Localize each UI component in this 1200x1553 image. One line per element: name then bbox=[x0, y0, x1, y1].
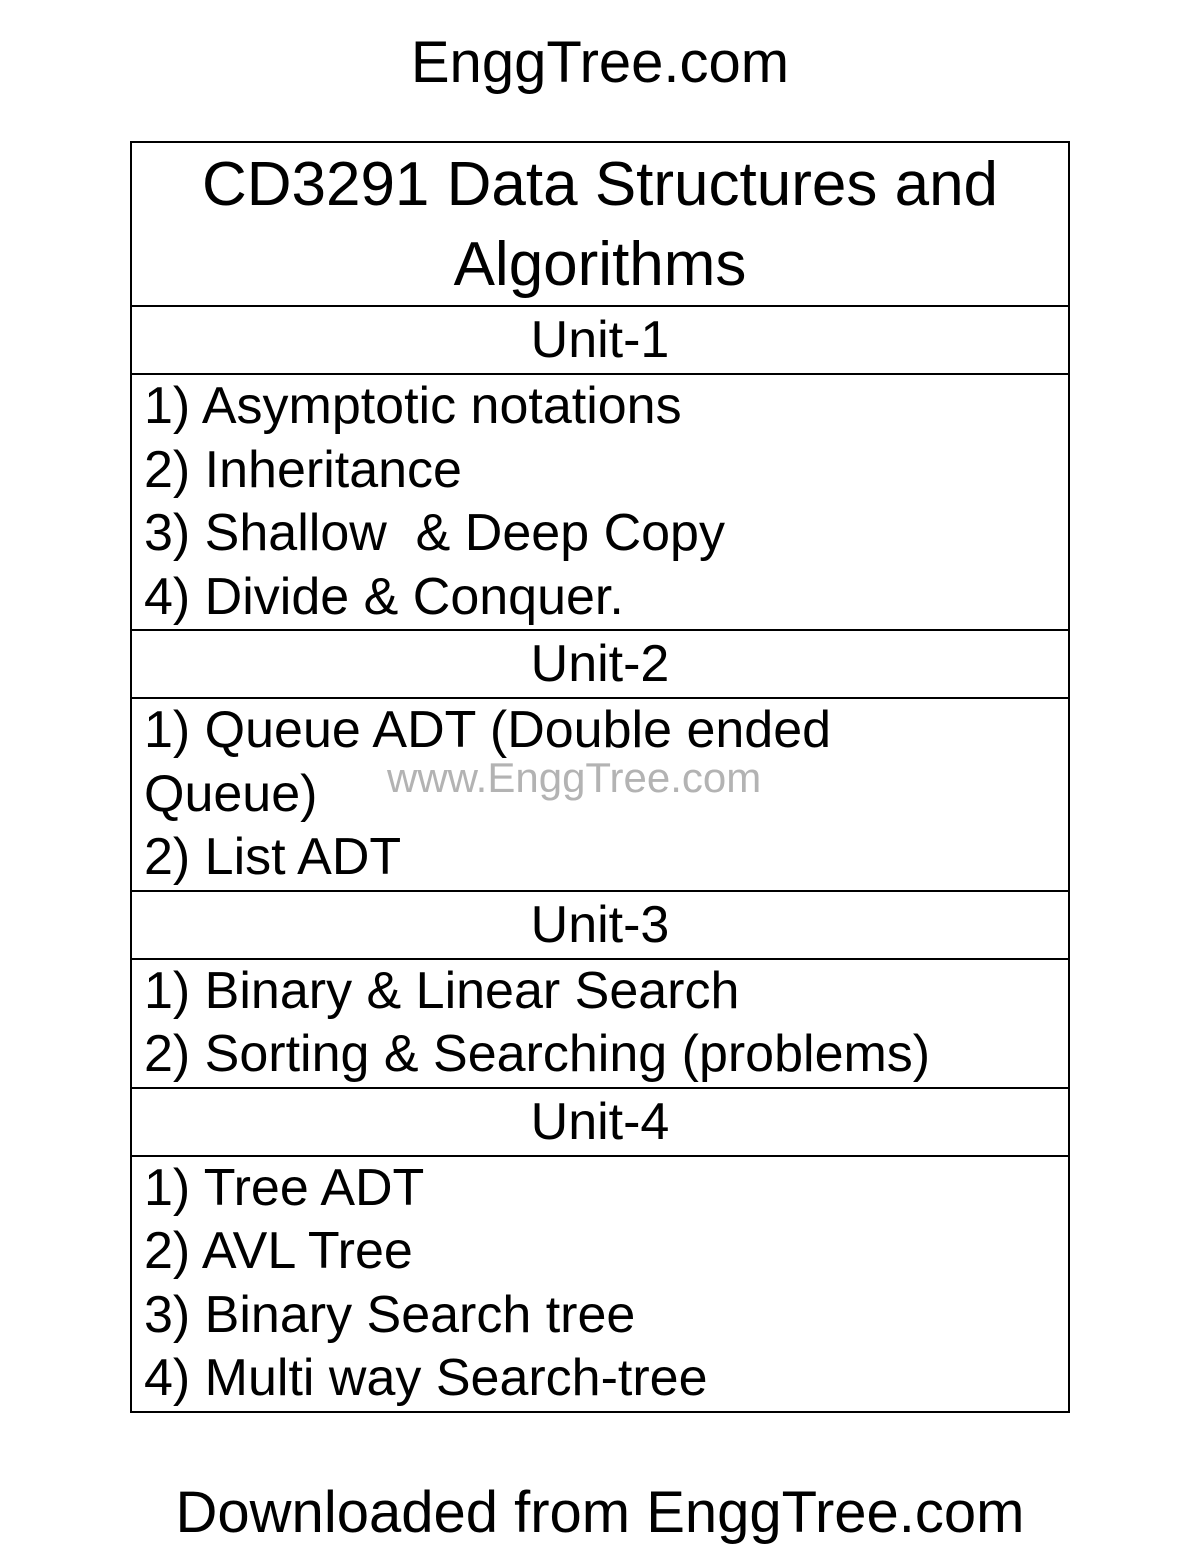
topic-item: 1) Asymptotic notations bbox=[144, 377, 682, 435]
unit-topics-row bbox=[131, 959, 1069, 1088]
unit-header-row bbox=[131, 1088, 1069, 1156]
unit-2-topics bbox=[131, 698, 1069, 891]
unit-header-row bbox=[131, 630, 1069, 698]
syllabus-table bbox=[130, 141, 1070, 1413]
unit-4-topics bbox=[131, 1156, 1069, 1412]
unit-topics-row bbox=[131, 698, 1069, 891]
topic-item: 2) Sorting & Searching (problems) bbox=[144, 1025, 931, 1083]
title-row bbox=[131, 142, 1069, 306]
topic-item: Queue) bbox=[144, 764, 318, 823]
watermark: www.EnggTree.com bbox=[387, 754, 762, 801]
topic-item: 4) Divide & Conquer. bbox=[144, 567, 624, 626]
topic-item: 4) Multi way Search-tree bbox=[144, 1349, 708, 1407]
unit-1-topics bbox=[131, 374, 1069, 630]
document-title bbox=[131, 142, 1069, 306]
unit-header-row bbox=[131, 891, 1069, 959]
title-line-1: CD3291 Data Structures and bbox=[201, 150, 999, 219]
topic-item: 2) Inheritance bbox=[144, 440, 462, 499]
topic-item: 2) List ADT bbox=[144, 828, 402, 886]
unit-3-topics bbox=[131, 959, 1069, 1088]
unit-topics-row bbox=[131, 1156, 1069, 1412]
topic-item: 1) Tree ADT bbox=[144, 1158, 425, 1217]
title-line-2: Algorithms bbox=[453, 230, 747, 299]
topic-item: 1) Queue ADT (Double ended bbox=[144, 701, 832, 759]
unit-topics-row bbox=[131, 374, 1069, 630]
unit-3-heading: Unit-3 bbox=[131, 891, 1069, 959]
unit-1-heading: Unit-1 bbox=[131, 306, 1069, 374]
unit-2-heading: Unit-2 bbox=[131, 630, 1069, 698]
topic-item: 2) AVL Tree bbox=[144, 1222, 413, 1280]
topic-item: 3) Binary Search tree bbox=[144, 1285, 636, 1344]
topic-item: 3) Shallow & Deep Copy bbox=[144, 504, 725, 562]
unit-header-row bbox=[131, 306, 1069, 374]
site-header: EnggTree.com bbox=[410, 30, 790, 95]
site-footer: Downloaded from EnggTree.com bbox=[175, 1480, 1025, 1545]
topic-item: 1) Binary & Linear Search bbox=[144, 961, 740, 1020]
unit-4-heading: Unit-4 bbox=[131, 1088, 1069, 1156]
